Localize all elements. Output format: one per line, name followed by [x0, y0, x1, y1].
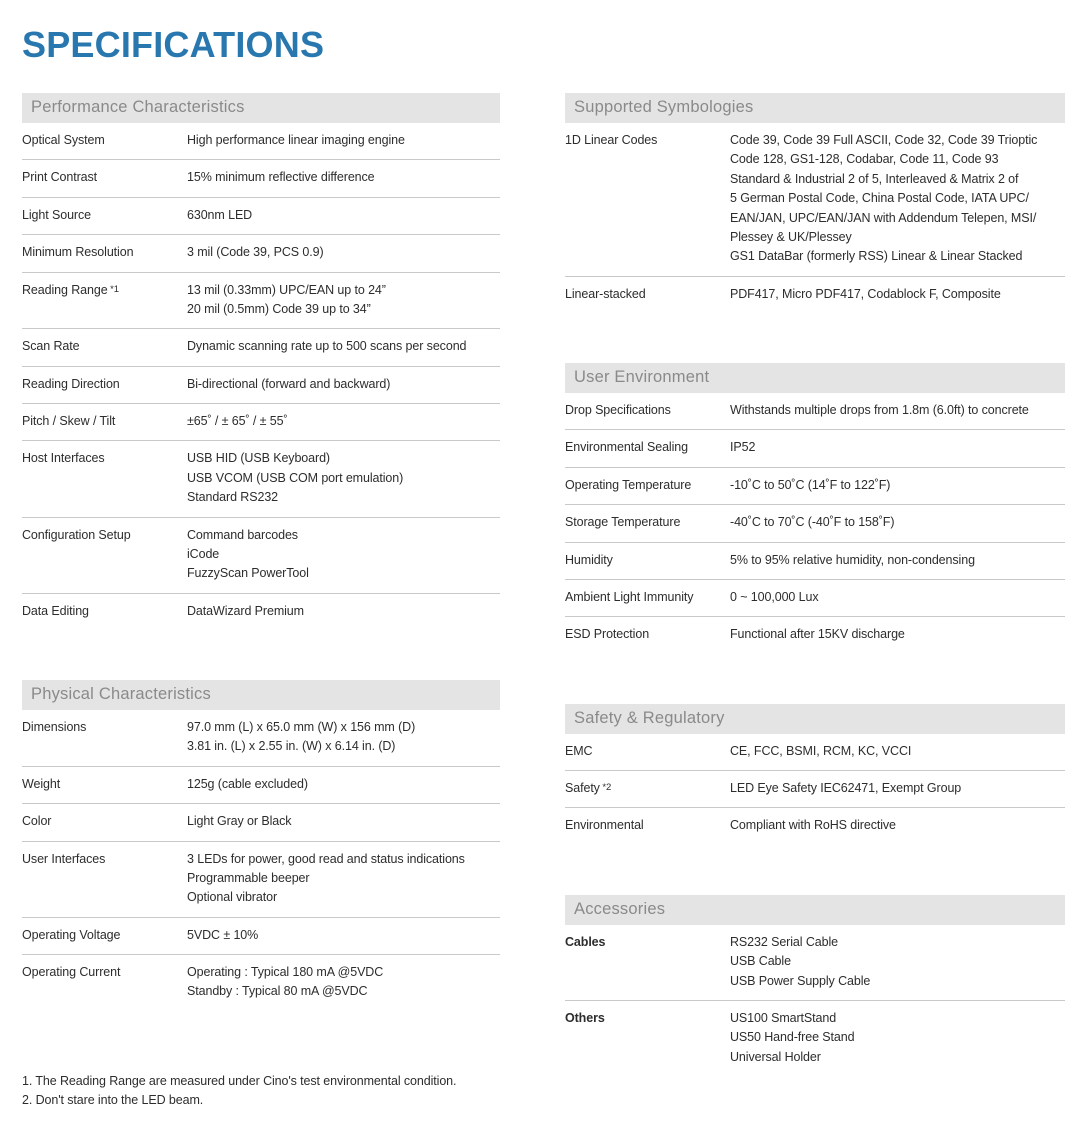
spec-row	[22, 235, 500, 272]
value-line: 97.0 mm (L) x 65.0 mm (W) x 156 mm (D)	[187, 720, 416, 734]
spec-row	[565, 808, 1065, 844]
value-line: 5 German Postal Code, China Postal Code, IATA UPC/	[730, 191, 1029, 206]
value-line: 630nm LED	[187, 207, 253, 222]
section-title: Supported Symbologies	[565, 93, 1065, 123]
spec-row	[565, 580, 1065, 617]
spec-row	[22, 518, 500, 594]
row-value	[187, 337, 500, 356]
row-value	[730, 816, 1065, 835]
value-line: 20 mil (0.5mm) Code 39 up to 34”	[187, 301, 371, 316]
value-line: Dynamic scanning rate up to 500 scans per second	[187, 339, 467, 354]
page-title: SPECIFICATIONS	[22, 24, 325, 65]
spec-section	[22, 680, 500, 1011]
value-line: GS1 DataBar (formerly RSS) Linear & Linear Stacked	[730, 249, 1023, 264]
spec-row	[22, 710, 500, 767]
row-label: Scan Rate	[22, 339, 80, 354]
row-value	[730, 779, 1065, 798]
footnote-marker: *1	[107, 283, 119, 295]
row-label: EMC	[565, 743, 593, 758]
value-line: 5% to 95% relative humidity, non-condensing	[730, 552, 975, 567]
row-value	[730, 438, 1065, 457]
row-value	[187, 412, 500, 431]
spec-row	[565, 617, 1065, 653]
value-line: Optional vibrator	[187, 890, 278, 905]
value-line: 0 ~ 100,000 Lux	[730, 589, 819, 604]
row-label: Storage Temperature	[565, 515, 681, 530]
section-title: Physical Characteristics	[22, 680, 500, 710]
row-value	[730, 513, 1065, 532]
footnotes	[22, 1072, 456, 1110]
row-label: Dimensions	[22, 720, 87, 734]
value-line: Standard & Industrial 2 of 5, Interleaved & Matrix 2 of	[730, 171, 1019, 186]
row-label: Environmental Sealing	[565, 440, 688, 455]
row-value	[730, 588, 1065, 607]
row-label: Cables	[565, 934, 606, 949]
row-value	[187, 812, 500, 831]
section-title: User Environment	[565, 363, 1065, 393]
value-line: USB Power Supply Cable	[730, 973, 871, 988]
value-line: High performance linear imaging engine	[187, 133, 405, 147]
spec-row	[565, 393, 1065, 430]
row-value	[187, 206, 500, 225]
row-label: ESD Protection	[565, 627, 650, 642]
spec-section	[565, 895, 1065, 1076]
row-label: Pitch / Skew / Tilt	[22, 414, 116, 428]
spec-row	[565, 505, 1065, 542]
row-label: Reading Range *1	[22, 282, 119, 297]
row-label: 1D Linear Codes	[565, 133, 658, 147]
row-value	[187, 718, 500, 757]
spec-section	[565, 93, 1065, 313]
value-line: 3 mil (Code 39, PCS 0.9)	[187, 245, 324, 260]
row-value	[730, 476, 1065, 495]
value-line: FuzzyScan PowerTool	[187, 566, 309, 581]
spec-section	[22, 93, 500, 630]
row-label: Ambient Light Immunity	[565, 589, 694, 604]
spec-row	[22, 804, 500, 841]
row-label: Optical System	[22, 133, 105, 147]
value-line: PDF417, Micro PDF417, Codablock F, Composite	[730, 286, 1001, 301]
row-label: Humidity	[565, 552, 613, 567]
row-label: Operating Temperature	[565, 477, 692, 492]
row-value	[187, 243, 500, 262]
value-line: 13 mil (0.33mm) UPC/EAN up to 24”	[187, 282, 386, 297]
row-label: Minimum Resolution	[22, 245, 134, 260]
value-line: RS232 Serial Cable	[730, 934, 838, 949]
row-value	[730, 933, 1065, 991]
spec-row	[22, 160, 500, 197]
spec-row	[22, 955, 500, 1011]
section-title: Performance Characteristics	[22, 93, 500, 123]
row-value	[730, 625, 1065, 644]
spec-row	[22, 123, 500, 160]
value-line: Operating : Typical 180 mA @5VDC	[187, 965, 384, 979]
value-line: iCode	[187, 546, 220, 561]
row-value	[187, 775, 500, 794]
spec-row	[565, 925, 1065, 1001]
spec-row	[22, 329, 500, 366]
spec-row	[22, 767, 500, 804]
spec-section	[565, 704, 1065, 845]
row-label: Safety *2	[565, 781, 612, 795]
row-value	[187, 926, 500, 945]
row-value	[730, 131, 1065, 267]
value-line: -40˚C to 70˚C (-40˚F to 158˚F)	[730, 515, 895, 530]
row-value	[187, 131, 500, 150]
value-line: USB VCOM (USB COM port emulation)	[187, 470, 404, 485]
value-line: Functional after 15KV discharge	[730, 627, 905, 642]
value-line: EAN/JAN, UPC/EAN/JAN with Addendum Telepen, MSI/	[730, 210, 1037, 225]
spec-row	[565, 1001, 1065, 1076]
value-line: LED Eye Safety IEC62471, Exempt Group	[730, 781, 962, 795]
row-value	[730, 742, 1065, 761]
row-value	[187, 526, 500, 584]
value-line: CE, FCC, BSMI, RCM, KC, VCCI	[730, 743, 912, 758]
section-title: Safety & Regulatory	[565, 704, 1065, 734]
spec-row	[565, 543, 1065, 580]
right-column	[565, 93, 1065, 1076]
value-line: Withstands multiple drops from 1.8m (6.0ft) to concrete	[730, 403, 1029, 417]
row-label: Print Contrast	[22, 170, 98, 185]
value-line: Plessey & UK/Plessey	[730, 229, 852, 244]
spec-row	[22, 441, 500, 517]
spec-row	[565, 771, 1065, 808]
row-value	[187, 168, 500, 187]
value-line: -10˚C to 50˚C (14˚F to 122˚F)	[730, 477, 891, 492]
value-line: Command barcodes	[187, 527, 298, 542]
value-line: Programmable beeper	[187, 870, 310, 885]
value-line: ±65˚ / ± 65˚ / ± 55˚	[187, 414, 288, 428]
value-line: 3 LEDs for power, good read and status indications	[187, 851, 465, 866]
row-label: Color	[22, 814, 52, 829]
row-value	[730, 1009, 1065, 1067]
spec-row	[565, 277, 1065, 313]
row-value	[187, 281, 500, 320]
value-line: Bi-directional (forward and backward)	[187, 376, 391, 391]
footnote-line: 2. Don't stare into the LED beam.	[22, 1092, 204, 1107]
row-label: Configuration Setup	[22, 527, 131, 542]
row-label: Linear-stacked	[565, 286, 646, 301]
row-label: Operating Voltage	[22, 927, 121, 942]
footnote-line: 1. The Reading Range are measured under Cino's test environmental condition.	[22, 1074, 457, 1088]
value-line: Code 39, Code 39 Full ASCII, Code 32, Code 39 Trioptic	[730, 133, 1038, 147]
row-value	[730, 401, 1065, 420]
row-value	[187, 449, 500, 507]
section-title: Accessories	[565, 895, 1065, 925]
value-line: 5VDC ± 10%	[187, 927, 259, 942]
value-line: DataWizard Premium	[187, 603, 304, 618]
value-line: 3.81 in. (L) x 2.55 in. (W) x 6.14 in. (D)	[187, 739, 396, 754]
value-line: 125g (cable excluded)	[187, 776, 308, 791]
value-line: Code 128, GS1-128, Codabar, Code 11, Code 93	[730, 152, 999, 167]
row-value	[730, 551, 1065, 570]
spec-row	[565, 734, 1065, 771]
spec-row	[22, 367, 500, 404]
value-line: 15% minimum reflective difference	[187, 170, 375, 185]
row-value	[187, 963, 500, 1002]
value-line: USB Cable	[730, 954, 791, 969]
spec-row	[565, 430, 1065, 467]
spec-section	[565, 363, 1065, 654]
row-label: Reading Direction	[22, 376, 120, 391]
spec-row	[22, 594, 500, 630]
row-label: User Interfaces	[22, 851, 106, 866]
row-label: Others	[565, 1010, 605, 1025]
value-line: IP52	[730, 440, 756, 455]
row-label: Environmental	[565, 818, 644, 833]
value-line: US100 SmartStand	[730, 1010, 837, 1025]
value-line: US50 Hand-free Stand	[730, 1030, 855, 1045]
row-label: Weight	[22, 776, 61, 791]
row-label: Operating Current	[22, 965, 121, 979]
spec-row	[565, 468, 1065, 505]
value-line: Compliant with RoHS directive	[730, 818, 896, 833]
value-line: Standard RS232	[187, 490, 279, 505]
value-line: Light Gray or Black	[187, 814, 292, 829]
row-label: Host Interfaces	[22, 451, 105, 466]
footnote-marker: *2	[599, 782, 612, 793]
row-label: Drop Specifications	[565, 403, 671, 417]
row-value	[187, 850, 500, 908]
spec-row	[22, 918, 500, 955]
spec-row	[22, 273, 500, 330]
spec-row	[22, 842, 500, 918]
spec-row	[22, 198, 500, 235]
row-value	[187, 602, 500, 621]
spec-row	[22, 404, 500, 441]
value-line: Universal Holder	[730, 1049, 821, 1064]
spec-row	[565, 123, 1065, 277]
row-value	[730, 285, 1065, 304]
left-column	[22, 93, 500, 1011]
value-line: USB HID (USB Keyboard)	[187, 451, 330, 466]
row-label: Data Editing	[22, 603, 89, 618]
row-label: Light Source	[22, 207, 91, 222]
row-value	[187, 375, 500, 394]
value-line: Standby : Typical 80 mA @5VDC	[187, 984, 368, 999]
